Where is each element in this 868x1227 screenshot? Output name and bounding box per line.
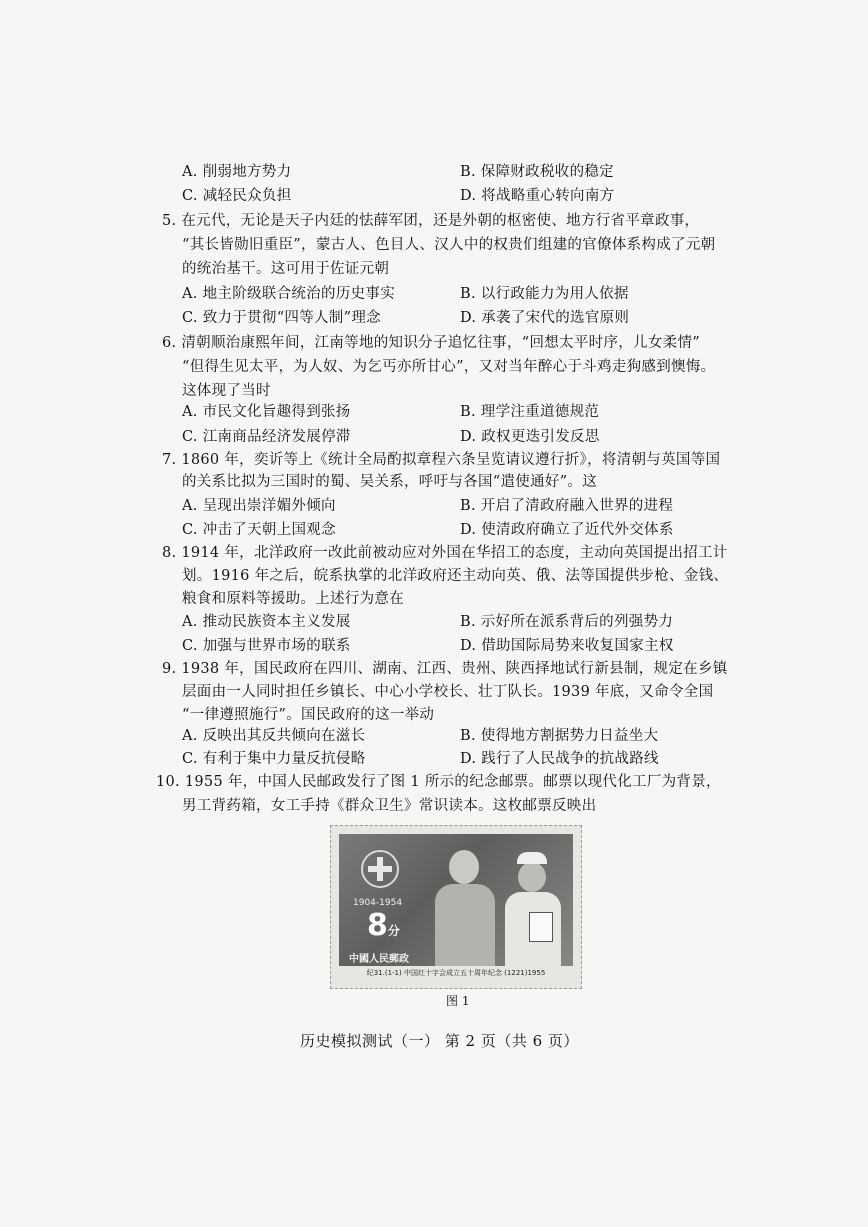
q6-option-a: A. 市民文化旨趣得到张扬 <box>182 404 351 420</box>
q7-option-b: B. 开启了清政府融入世界的进程 <box>460 498 674 514</box>
q9-option-b: B. 使得地方割据势力日益坐大 <box>460 728 659 744</box>
q7-stem-line-2: 的关系比拟为三国时的蜀、吴关系，呼吁与各国“遣使通好”。这 <box>182 474 598 490</box>
q4-option-d: D. 将战略重心转向南方 <box>460 188 615 204</box>
q7-stem-line-1: 7. 1860 年，奕䜣等上《统计全局酌拟章程六条呈览请议遵行折》，将清朝与英国等国 <box>162 452 721 468</box>
q8-option-c: C. 加强与世界市场的联系 <box>182 638 351 654</box>
stamp-caption: 纪31.(1-1) 中国红十字会成立五十周年纪念 (1221)1955 <box>339 966 573 980</box>
q9-stem-line-3: “一律遵照施行”。国民政府的这一举动 <box>182 707 435 723</box>
figure-label: 图 1 <box>446 994 470 1008</box>
commemorative-stamp-image <box>330 825 582 989</box>
male-worker-figure <box>431 844 497 974</box>
stamp-country-name: 中國人民郵政 <box>349 954 409 965</box>
q6-option-b: B. 理学注重道德规范 <box>460 404 600 420</box>
q8-stem-line-3: 粮食和原料等援助。上述行为意在 <box>182 591 404 607</box>
q7-option-c: C. 冲击了天朝上国观念 <box>182 522 336 538</box>
q9-option-c: C. 有利于集中力量反抗侵略 <box>182 751 366 767</box>
q8-stem-line-1: 8. 1914 年，北洋政府一改此前被动应对外国在华招工的态度，主动向英国提出招工计 <box>162 545 728 561</box>
q9-stem-line-2: 层面由一人同时担任乡镇长、中心小学校长、壮丁队长。1939 年底，又命令全国 <box>182 684 714 700</box>
q4-option-c: C. 减轻民众负担 <box>182 188 292 204</box>
q5-stem-line-2: “其长皆勋旧重臣”，蒙古人、色目人、汉人中的权贵们组建的官僚体系构成了元朝 <box>182 237 716 253</box>
stamp-value-unit: 分 <box>387 924 400 938</box>
q5-option-b: B. 以行政能力为用人依据 <box>460 286 629 302</box>
red-cross-emblem-icon <box>361 850 399 888</box>
q10-stem-line-1: 10. 1955 年，中国人民邮政发行了图 1 所示的纪念邮票。邮票以现代化工厂为背景， <box>156 774 721 790</box>
q8-option-b: B. 示好所在派系背后的列强势力 <box>460 614 674 630</box>
booklet-icon <box>529 912 553 942</box>
q8-option-a: A. 推动民族资本主义发展 <box>182 614 351 630</box>
q9-option-d: D. 践行了人民战争的抗战路线 <box>460 751 659 767</box>
q10-stem-line-2: 男工背药箱，女工手持《群众卫生》常识读本。这枚邮票反映出 <box>182 798 597 814</box>
q9-stem-line-1: 9. 1938 年，国民政府在四川、湖南、江西、贵州、陕西择地试行新县制，规定在乡镇 <box>162 661 728 677</box>
q5-option-a: A. 地主阶级联合统治的历史事实 <box>182 286 395 302</box>
q6-option-d: D. 政权更迭引发反思 <box>460 429 600 445</box>
q7-option-d: D. 使清政府确立了近代外交体系 <box>460 522 674 538</box>
q6-stem-line-2: “但得生见太平，为人奴、为乞丐亦所甘心”，又对当年醉心于斗鸡走狗感到懊悔。 <box>182 359 716 375</box>
q8-option-d: D. 借助国际局势来收复国家主权 <box>460 638 674 654</box>
q8-stem-line-2: 划。1916 年之后，皖系执掌的北洋政府还主动向英、俄、法等国提供步枪、金钱、 <box>182 568 729 584</box>
q5-option-d: D. 承袭了宋代的选官原则 <box>460 310 630 326</box>
stamp-artwork <box>339 834 573 980</box>
q9-option-a: A. 反映出其反共倾向在滋长 <box>182 728 366 744</box>
page-footer: 历史模拟测试（一） 第 2 页（共 6 页） <box>300 1032 579 1050</box>
q4-option-b: B. 保障财政税收的稳定 <box>460 164 614 180</box>
q7-option-a: A. 呈现出崇洋媚外倾向 <box>182 498 336 514</box>
q4-option-a: A. 削弱地方势力 <box>182 164 292 180</box>
stamp-years: 1904-1954 <box>353 898 403 908</box>
q5-stem-line-3: 的统治基干。这可用于佐证元朝 <box>182 261 390 277</box>
stamp-denomination <box>367 908 400 943</box>
q5-stem-line-1: 5. 在元代，无论是天子内廷的怯薛军团，还是外朝的枢密使、地方行省平章政事， <box>162 213 700 229</box>
q5-option-c: C. 致力于贯彻“四等人制”理念 <box>182 310 381 326</box>
stamp-value-number: 8 <box>367 908 388 943</box>
q6-stem-line-1: 6. 清朝顺治康熙年间，江南等地的知识分子追忆往事，“回想太平时序，儿女柔情” <box>162 335 700 351</box>
q6-option-c: C. 江南商品经济发展停滞 <box>182 429 351 445</box>
female-worker-figure <box>499 852 565 974</box>
q6-stem-line-3: 这体现了当时 <box>182 383 271 399</box>
